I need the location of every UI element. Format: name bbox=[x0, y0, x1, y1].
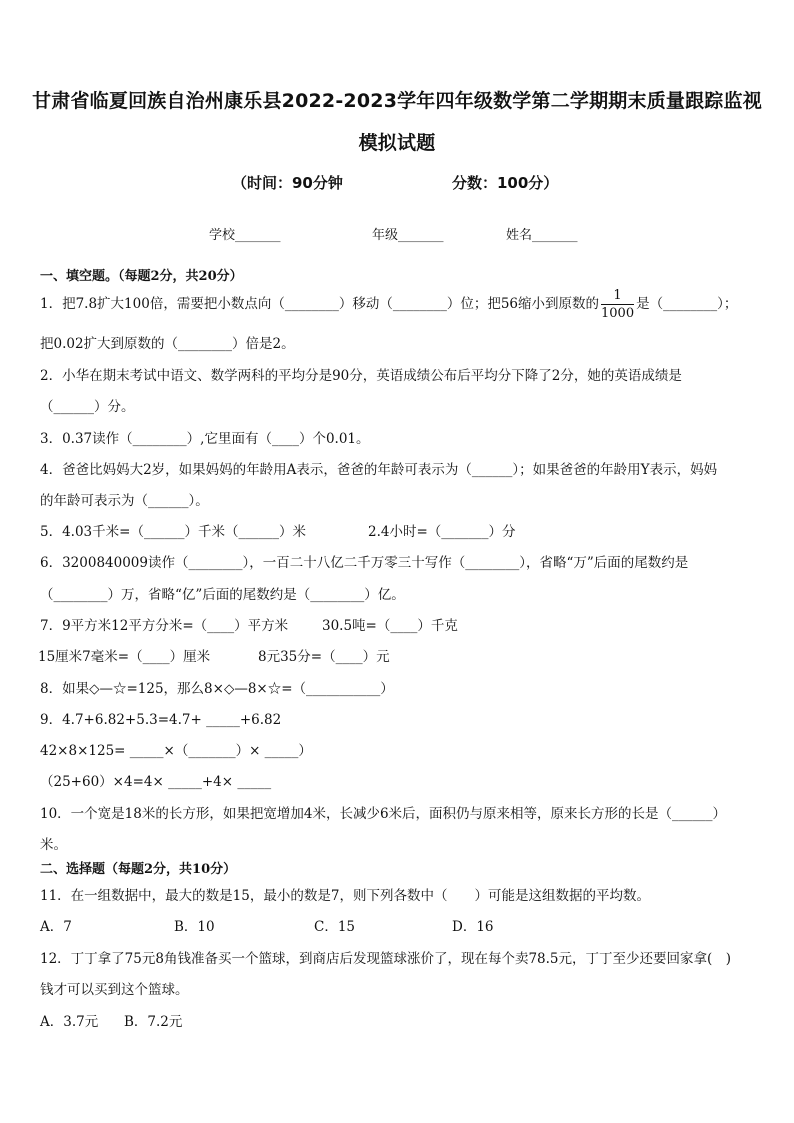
question-1-text-b: 是（________）； bbox=[636, 296, 738, 312]
option-a[interactable]: A．7 bbox=[40, 919, 72, 935]
question-10-line2: 米。 bbox=[40, 837, 67, 853]
question-6-line1: 6．3200840009读作（________），一百二十八亿二千万零三十写作（________），省略“万”后面的尾数约是 bbox=[40, 555, 689, 571]
option-b[interactable]: B．10 bbox=[174, 919, 215, 935]
fraction bbox=[601, 289, 634, 320]
question-10-line1: 10．一个宽是18米的长方形，如果把宽增加4米，长减少6米后，面积仍与原来相等，原来长方形的长是（______） bbox=[40, 806, 727, 822]
section-heading-fill-blank: 一、填空题。（每题2分，共20分） bbox=[40, 269, 243, 284]
question-5-part-a: 5．4.03千米=（______）千米（______）米 bbox=[40, 524, 306, 540]
grade-field[interactable]: 年级_______ bbox=[372, 228, 444, 243]
question-12-line1: 12．丁丁拿了75元8角钱准备买一个篮球，到商店后发现篮球涨价了，现在每个卖78.5元，丁丁至少还要回家拿( ) bbox=[40, 951, 732, 967]
fraction-numerator: 1 bbox=[601, 289, 634, 305]
question-11: 11．在一组数据中，最大的数是15，最小的数是7，则下列各数中（ ）可能是这组数据的平均数。 bbox=[40, 888, 650, 904]
question-5-part-b: 2.4小时=（_______）分 bbox=[368, 524, 516, 540]
question-7-part-b: 30.5吨=（____）千克 bbox=[322, 618, 458, 634]
question-4-line2: 的年龄可表示为（______）。 bbox=[40, 493, 209, 509]
question-3: 3．0.37读作（________）,它里面有（____）个0.01。 bbox=[40, 431, 370, 447]
time-limit: （时间：90分钟 bbox=[232, 174, 343, 192]
name-field[interactable]: 姓名_______ bbox=[506, 228, 578, 243]
fraction-denominator: 1000 bbox=[601, 306, 635, 321]
question-7-part-c: 15厘米7毫米=（____）厘米 bbox=[38, 649, 211, 665]
question-4-line1: 4．爸爸比妈妈大2岁，如果妈妈的年龄用A表示，爸爸的年龄可表示为（______）；如果爸爸的年龄用Y表示，妈妈 bbox=[40, 462, 718, 478]
question-7-part-a: 7．9平方米12平方分米=（____）平方米 bbox=[40, 618, 289, 634]
page-title-line1: 甘肃省临夏回族自治州康乐县2022-2023学年四年级数学第二学期期末质量跟踪监视 bbox=[32, 90, 762, 112]
page-title-line2: 模拟试题 bbox=[358, 132, 436, 154]
question-7-part-d: 8元35分=（____）元 bbox=[258, 649, 390, 665]
question-9-line3: （25+60）×4=4× _____+4× _____ bbox=[40, 774, 272, 790]
question-8: 8．如果◇—☆=125，那么8×◇—8×☆=（___________） bbox=[40, 681, 394, 697]
question-6-line2: （________）万，省略“亿”后面的尾数约是（________）亿。 bbox=[40, 587, 405, 603]
question-9-line1: 9．4.7+6.82+5.3=4.7+ _____+6.82 bbox=[40, 712, 282, 728]
option-b[interactable]: B．7.2元 bbox=[124, 1014, 183, 1030]
option-c[interactable]: C．15 bbox=[314, 919, 356, 935]
question-1-text-a: 1．把7.8扩大100倍，需要把小数点向（________）移动（________）位；把56缩小到原数的 bbox=[40, 296, 600, 312]
question-2-line2: （______）分。 bbox=[40, 399, 135, 415]
question-1-line2: 把0.02扩大到原数的（________）倍是2。 bbox=[40, 336, 295, 352]
school-field[interactable]: 学校_______ bbox=[209, 228, 281, 243]
total-score: 分数：100分） bbox=[452, 174, 559, 192]
option-a[interactable]: A．3.7元 bbox=[40, 1014, 99, 1030]
option-d[interactable]: D．16 bbox=[452, 919, 494, 935]
question-12-line2: 钱才可以买到这个篮球。 bbox=[40, 982, 189, 998]
question-9-line2: 42×8×125= _____×（_______）× _____） bbox=[40, 743, 312, 759]
section-heading-multiple-choice: 二、选择题（每题2分，共10分） bbox=[40, 862, 237, 877]
question-1-line1 bbox=[40, 289, 737, 320]
question-2-line1: 2．小华在期末考试中语文、数学两科的平均分是90分，英语成绩公布后平均分下降了2分，她的英语成绩是 bbox=[40, 368, 682, 384]
